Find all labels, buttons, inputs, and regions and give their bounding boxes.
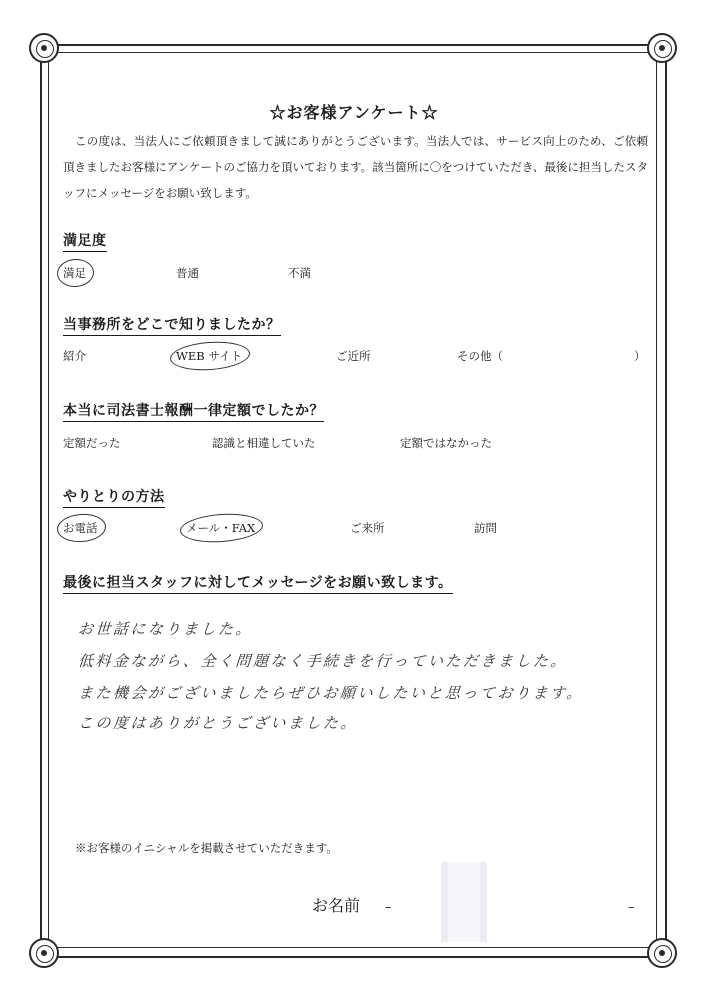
option-neighborhood[interactable]: ご近所: [336, 349, 371, 363]
redacted-name-strip: [448, 862, 480, 942]
option-satisfied[interactable]: 満足: [63, 266, 86, 280]
section-title-satisfaction: 満足度: [63, 230, 107, 252]
corner-ornament-icon: [647, 33, 677, 63]
option-fee-flat[interactable]: 定額だった: [63, 436, 121, 450]
corner-ornament-icon: [647, 938, 677, 968]
option-normal[interactable]: 普通: [176, 266, 199, 280]
option-dissatisfied[interactable]: 不満: [288, 266, 311, 280]
option-phone[interactable]: お電話: [63, 521, 98, 535]
option-other-close: ）: [634, 349, 646, 363]
option-fee-different[interactable]: 認識と相違していた: [212, 436, 316, 450]
handwritten-line: また機会がございましたらぜひお願いしたいと思っております。: [77, 684, 585, 702]
handwritten-line: お世話になりました。: [77, 620, 254, 638]
section-title-message: 最後に担当スタッフに対してメッセージをお願い致します。: [63, 572, 453, 594]
name-dash-right: –: [628, 900, 635, 915]
handwritten-line: 低料金ながら、全く問題なく手続きを行っていただきました。: [77, 652, 569, 670]
section-title-contact: やりとりの方法: [63, 486, 165, 508]
option-referral[interactable]: 紹介: [63, 349, 86, 363]
name-label: お名前: [312, 896, 361, 915]
option-website[interactable]: WEB サイト: [176, 349, 243, 363]
corner-ornament-icon: [29, 938, 59, 968]
name-dash-left: –: [385, 900, 392, 915]
option-fee-not-flat[interactable]: 定額ではなかった: [400, 436, 492, 450]
option-other[interactable]: その他（: [457, 349, 503, 363]
section-title-fee: 本当に司法書士報酬一律定額でしたか？: [63, 400, 324, 422]
page-title: ☆お客様アンケート☆: [269, 103, 439, 122]
intro-text: この度は、当法人にご依頼頂きまして誠にありがとうございます。当法人では、サービス向上のため、ご依頼頂きましたお客様にアンケートのご協力を頂いております。該当箇所に〇をつけていただき、最後に担当したスタッフにメッセージをお願い致します。: [63, 134, 648, 200]
initials-note: ※お客様のイニシャルを掲載させていただきます。: [75, 841, 338, 855]
option-visit-office[interactable]: ご来所: [350, 521, 385, 535]
option-home-visit[interactable]: 訪問: [474, 521, 497, 535]
section-title-referral: 当事務所をどこで知りましたか？: [63, 314, 281, 336]
handwritten-line: この度はありがとうございました。: [77, 714, 359, 732]
corner-ornament-icon: [29, 33, 59, 63]
option-mail-fax[interactable]: メール・FAX: [186, 521, 256, 535]
